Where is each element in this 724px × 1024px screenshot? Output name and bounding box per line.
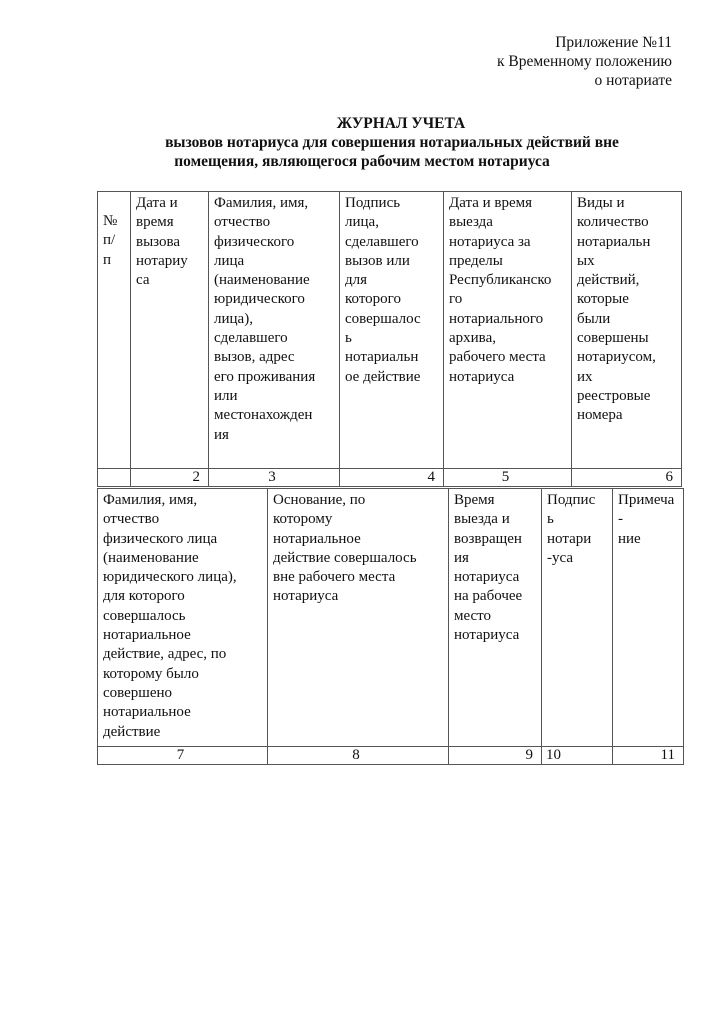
table-header-row xyxy=(98,489,684,747)
column-number-5: 5 xyxy=(444,469,572,487)
journal-subtitle-line1: вызовов нотариуса для совершения нотариальных действий вне xyxy=(165,134,619,151)
header-basis: Основание, по которому нотариальное действие совершалось вне рабочего места нотариуса xyxy=(268,489,449,747)
appendix-regulation: к Временному положению xyxy=(496,53,672,70)
column-number-11: 11 xyxy=(613,747,684,765)
header-notarial-actions: Виды и количество нотариальн ых действий, которые были совершены нотариусом, их реестровые номера xyxy=(572,192,682,469)
header-call-datetime: Дата и время вызова нотариу са xyxy=(131,192,209,469)
header-departure-datetime: Дата и время выезда нотариуса за пределы Республиканско го нотариального архива, рабочего места нотариуса xyxy=(444,192,572,469)
journal-title: ЖУРНАЛ УЧЕТА xyxy=(336,115,466,132)
journal-table-part2 xyxy=(97,488,684,765)
header-row-number: № п/ п xyxy=(98,192,131,469)
header-note: Примеча- ние xyxy=(613,489,684,747)
column-number-4: 4 xyxy=(340,469,444,487)
column-number-8: 8 xyxy=(268,747,449,765)
journal-table-part1 xyxy=(97,191,682,487)
column-number-row xyxy=(98,747,684,765)
column-number-1 xyxy=(98,469,131,487)
document-title xyxy=(0,114,724,171)
header-client-name-address: Фамилия, имя, отчество физического лица (наименование юридического лица), для которого совершалось нотариальное действие, адрес, по которому было совершено нотариальное действие xyxy=(98,489,268,747)
column-number-row xyxy=(98,469,682,487)
header-caller-signature: Подпись лица, сделавшего вызов или для которого совершалос ь нотариальн ое действие xyxy=(340,192,444,469)
appendix-reference xyxy=(497,33,672,90)
column-number-10: 10 xyxy=(542,747,613,765)
column-number-6: 6 xyxy=(572,469,682,487)
appendix-number: Приложение №11 xyxy=(555,34,672,51)
header-caller-name-address: Фамилия, имя, отчество физического лица (наименование юридического лица), сделавшего вызов, адрес его проживания или местонахожден ия xyxy=(209,192,340,469)
header-notary-signature: Подпис ь нотари -уса xyxy=(542,489,613,747)
column-number-3: 3 xyxy=(209,469,340,487)
column-number-2: 2 xyxy=(131,469,209,487)
column-number-9: 9 xyxy=(449,747,542,765)
journal-subtitle-line2: помещения, являющегося рабочим местом нотариуса xyxy=(174,153,550,170)
header-departure-return-time: Время выезда и возвращен ия нотариуса на рабочее место нотариуса xyxy=(449,489,542,747)
appendix-subject: о нотариате xyxy=(594,72,672,89)
column-number-7: 7 xyxy=(98,747,268,765)
table-header-row xyxy=(98,192,682,469)
